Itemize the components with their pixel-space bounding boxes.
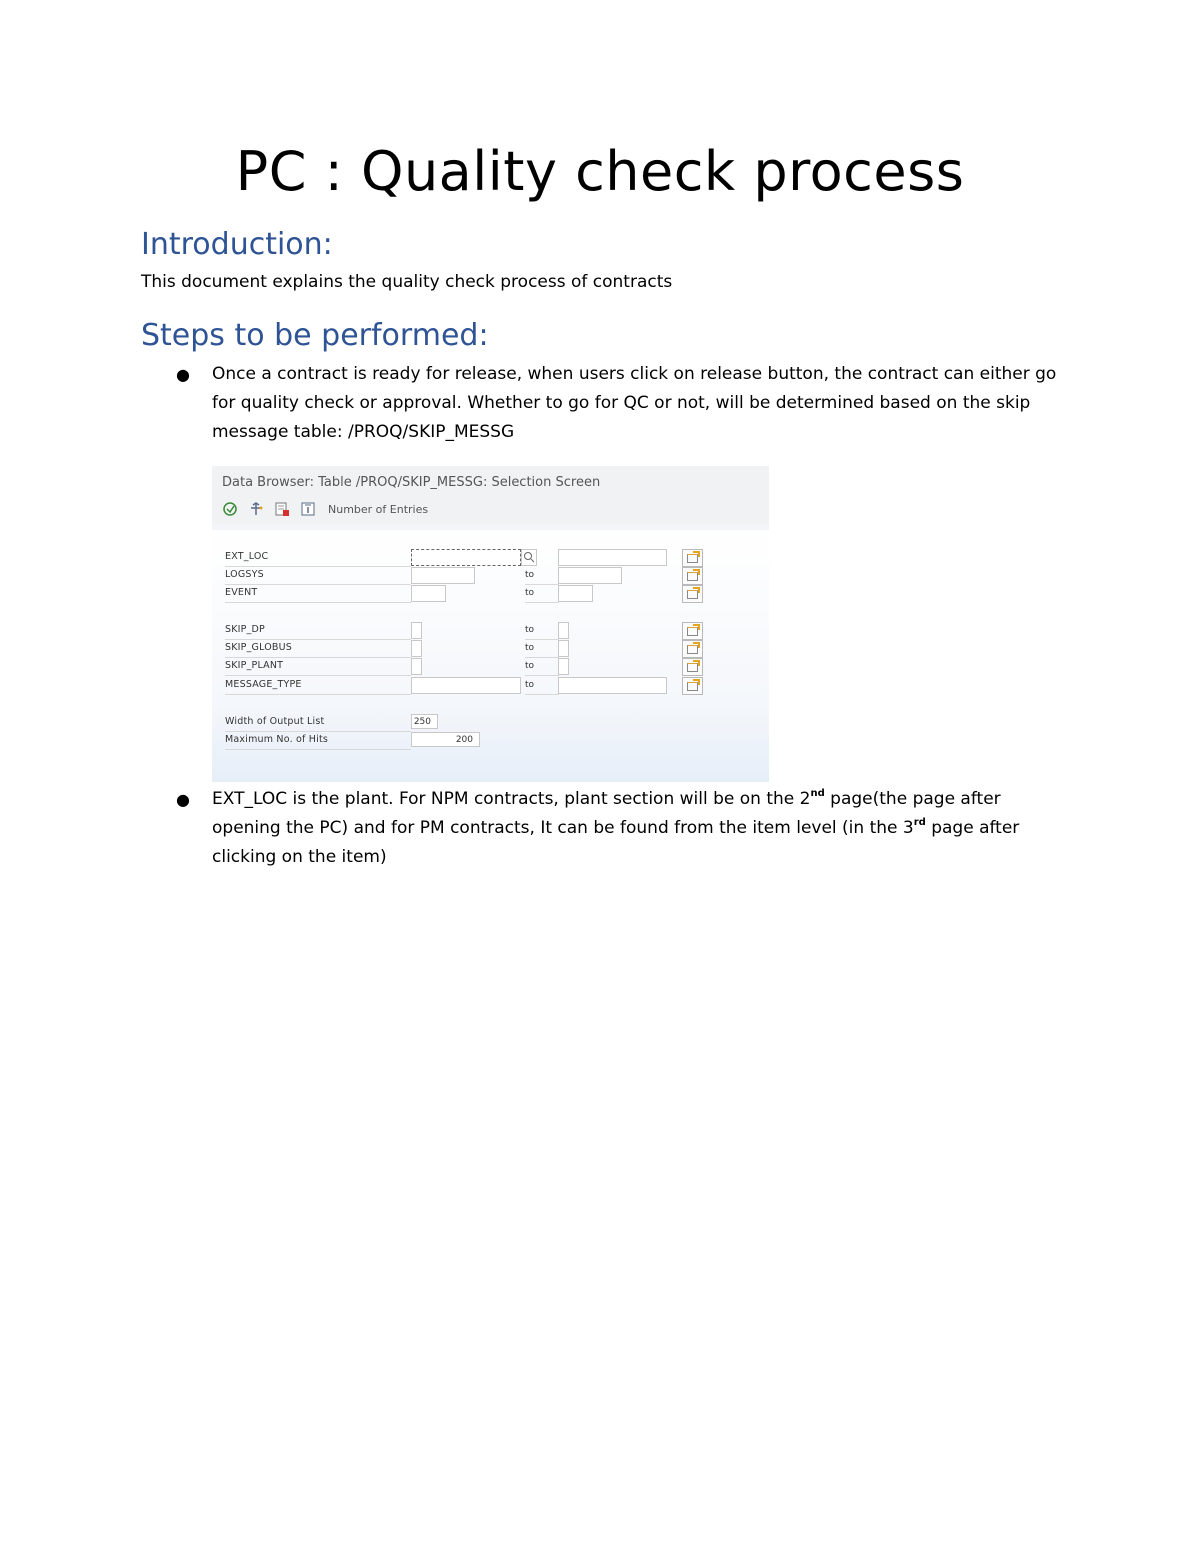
to-label: to <box>525 585 559 603</box>
execute-icon[interactable] <box>222 501 238 517</box>
sap-screen-title: Data Browser: Table /PROQ/SKIP_MESSG: Selection Screen <box>222 475 601 490</box>
setting-label: Width of Output List <box>225 714 411 732</box>
search-help-icon[interactable] <box>521 549 537 566</box>
ordinal-suffix: rd <box>913 817 926 828</box>
to-label: to <box>525 640 559 658</box>
tree-icon[interactable] <box>248 501 264 517</box>
skip-plant-from-input[interactable] <box>411 658 422 675</box>
skip-globus-to-input[interactable] <box>558 640 569 657</box>
bullet-item <box>176 360 1057 447</box>
info-icon[interactable] <box>300 501 316 517</box>
bullet-icon: ● <box>176 365 190 384</box>
bullet-item <box>176 785 1057 872</box>
field-label: EVENT <box>225 585 411 603</box>
bullet-icon: ● <box>176 790 190 809</box>
ordinal-suffix: nd <box>810 788 825 799</box>
to-label: to <box>525 677 559 695</box>
max-hits-input[interactable]: 200 <box>411 732 480 747</box>
width-output-list-input[interactable]: 250 <box>411 714 438 729</box>
number-of-entries-button[interactable]: Number of Entries <box>328 502 429 516</box>
field-label: MESSAGE_TYPE <box>225 677 411 695</box>
multiple-selection-button[interactable] <box>682 585 703 603</box>
multiple-selection-button[interactable] <box>682 567 703 585</box>
skip-plant-to-input[interactable] <box>558 658 569 675</box>
to-label: to <box>525 658 559 676</box>
message-type-from-input[interactable] <box>411 677 521 694</box>
logsys-to-input[interactable] <box>558 567 622 584</box>
document-title: PC : Quality check process <box>235 140 965 203</box>
sap-selection-screen <box>212 466 769 782</box>
ext-loc-to-input[interactable] <box>558 549 667 566</box>
multiple-selection-button[interactable] <box>682 658 703 676</box>
ext-loc-from-input[interactable] <box>411 549 521 566</box>
event-to-input[interactable] <box>558 585 593 602</box>
introduction-heading: Introduction: <box>141 227 333 262</box>
skip-dp-from-input[interactable] <box>411 622 422 639</box>
setting-label: Maximum No. of Hits <box>225 732 411 750</box>
introduction-text: This document explains the quality check process of contracts <box>141 272 673 292</box>
sap-header <box>212 466 769 524</box>
bullet-text <box>212 789 1019 867</box>
field-label: EXT_LOC <box>225 549 411 567</box>
sap-toolbar <box>222 501 428 517</box>
bullet-text: Once a contract is ready for release, when users click on release button, the contract can either go for quality check or approval. Whether to go for QC or not, will be determined based on the skip message table: /PROQ/SKIP_MESSG <box>212 364 1057 442</box>
sap-form <box>212 530 769 782</box>
field-label: SKIP_PLANT <box>225 658 411 676</box>
multiple-selection-button[interactable] <box>682 549 703 567</box>
delete-selection-icon[interactable] <box>274 501 290 517</box>
field-label: LOGSYS <box>225 567 411 585</box>
to-label: to <box>525 567 559 585</box>
event-from-input[interactable] <box>411 585 446 602</box>
multiple-selection-button[interactable] <box>682 677 703 695</box>
bullet-text-part: page after clicking on the item) <box>212 818 1020 867</box>
steps-heading: Steps to be performed: <box>141 318 489 353</box>
logsys-from-input[interactable] <box>411 567 475 584</box>
message-type-to-input[interactable] <box>558 677 667 694</box>
multiple-selection-button[interactable] <box>682 622 703 640</box>
to-label: to <box>525 622 559 640</box>
skip-dp-to-input[interactable] <box>558 622 569 639</box>
field-label: SKIP_GLOBUS <box>225 640 411 658</box>
multiple-selection-button[interactable] <box>682 640 703 658</box>
bullet-text-part: EXT_LOC is the plant. For NPM contracts, plant section will be on the 2 <box>212 789 811 809</box>
bullet-text-part: page(the page after opening the PC) and for PM contracts, It can be found from the item level (in the 3 <box>212 789 1001 838</box>
field-label: SKIP_DP <box>225 622 411 640</box>
skip-globus-from-input[interactable] <box>411 640 422 657</box>
